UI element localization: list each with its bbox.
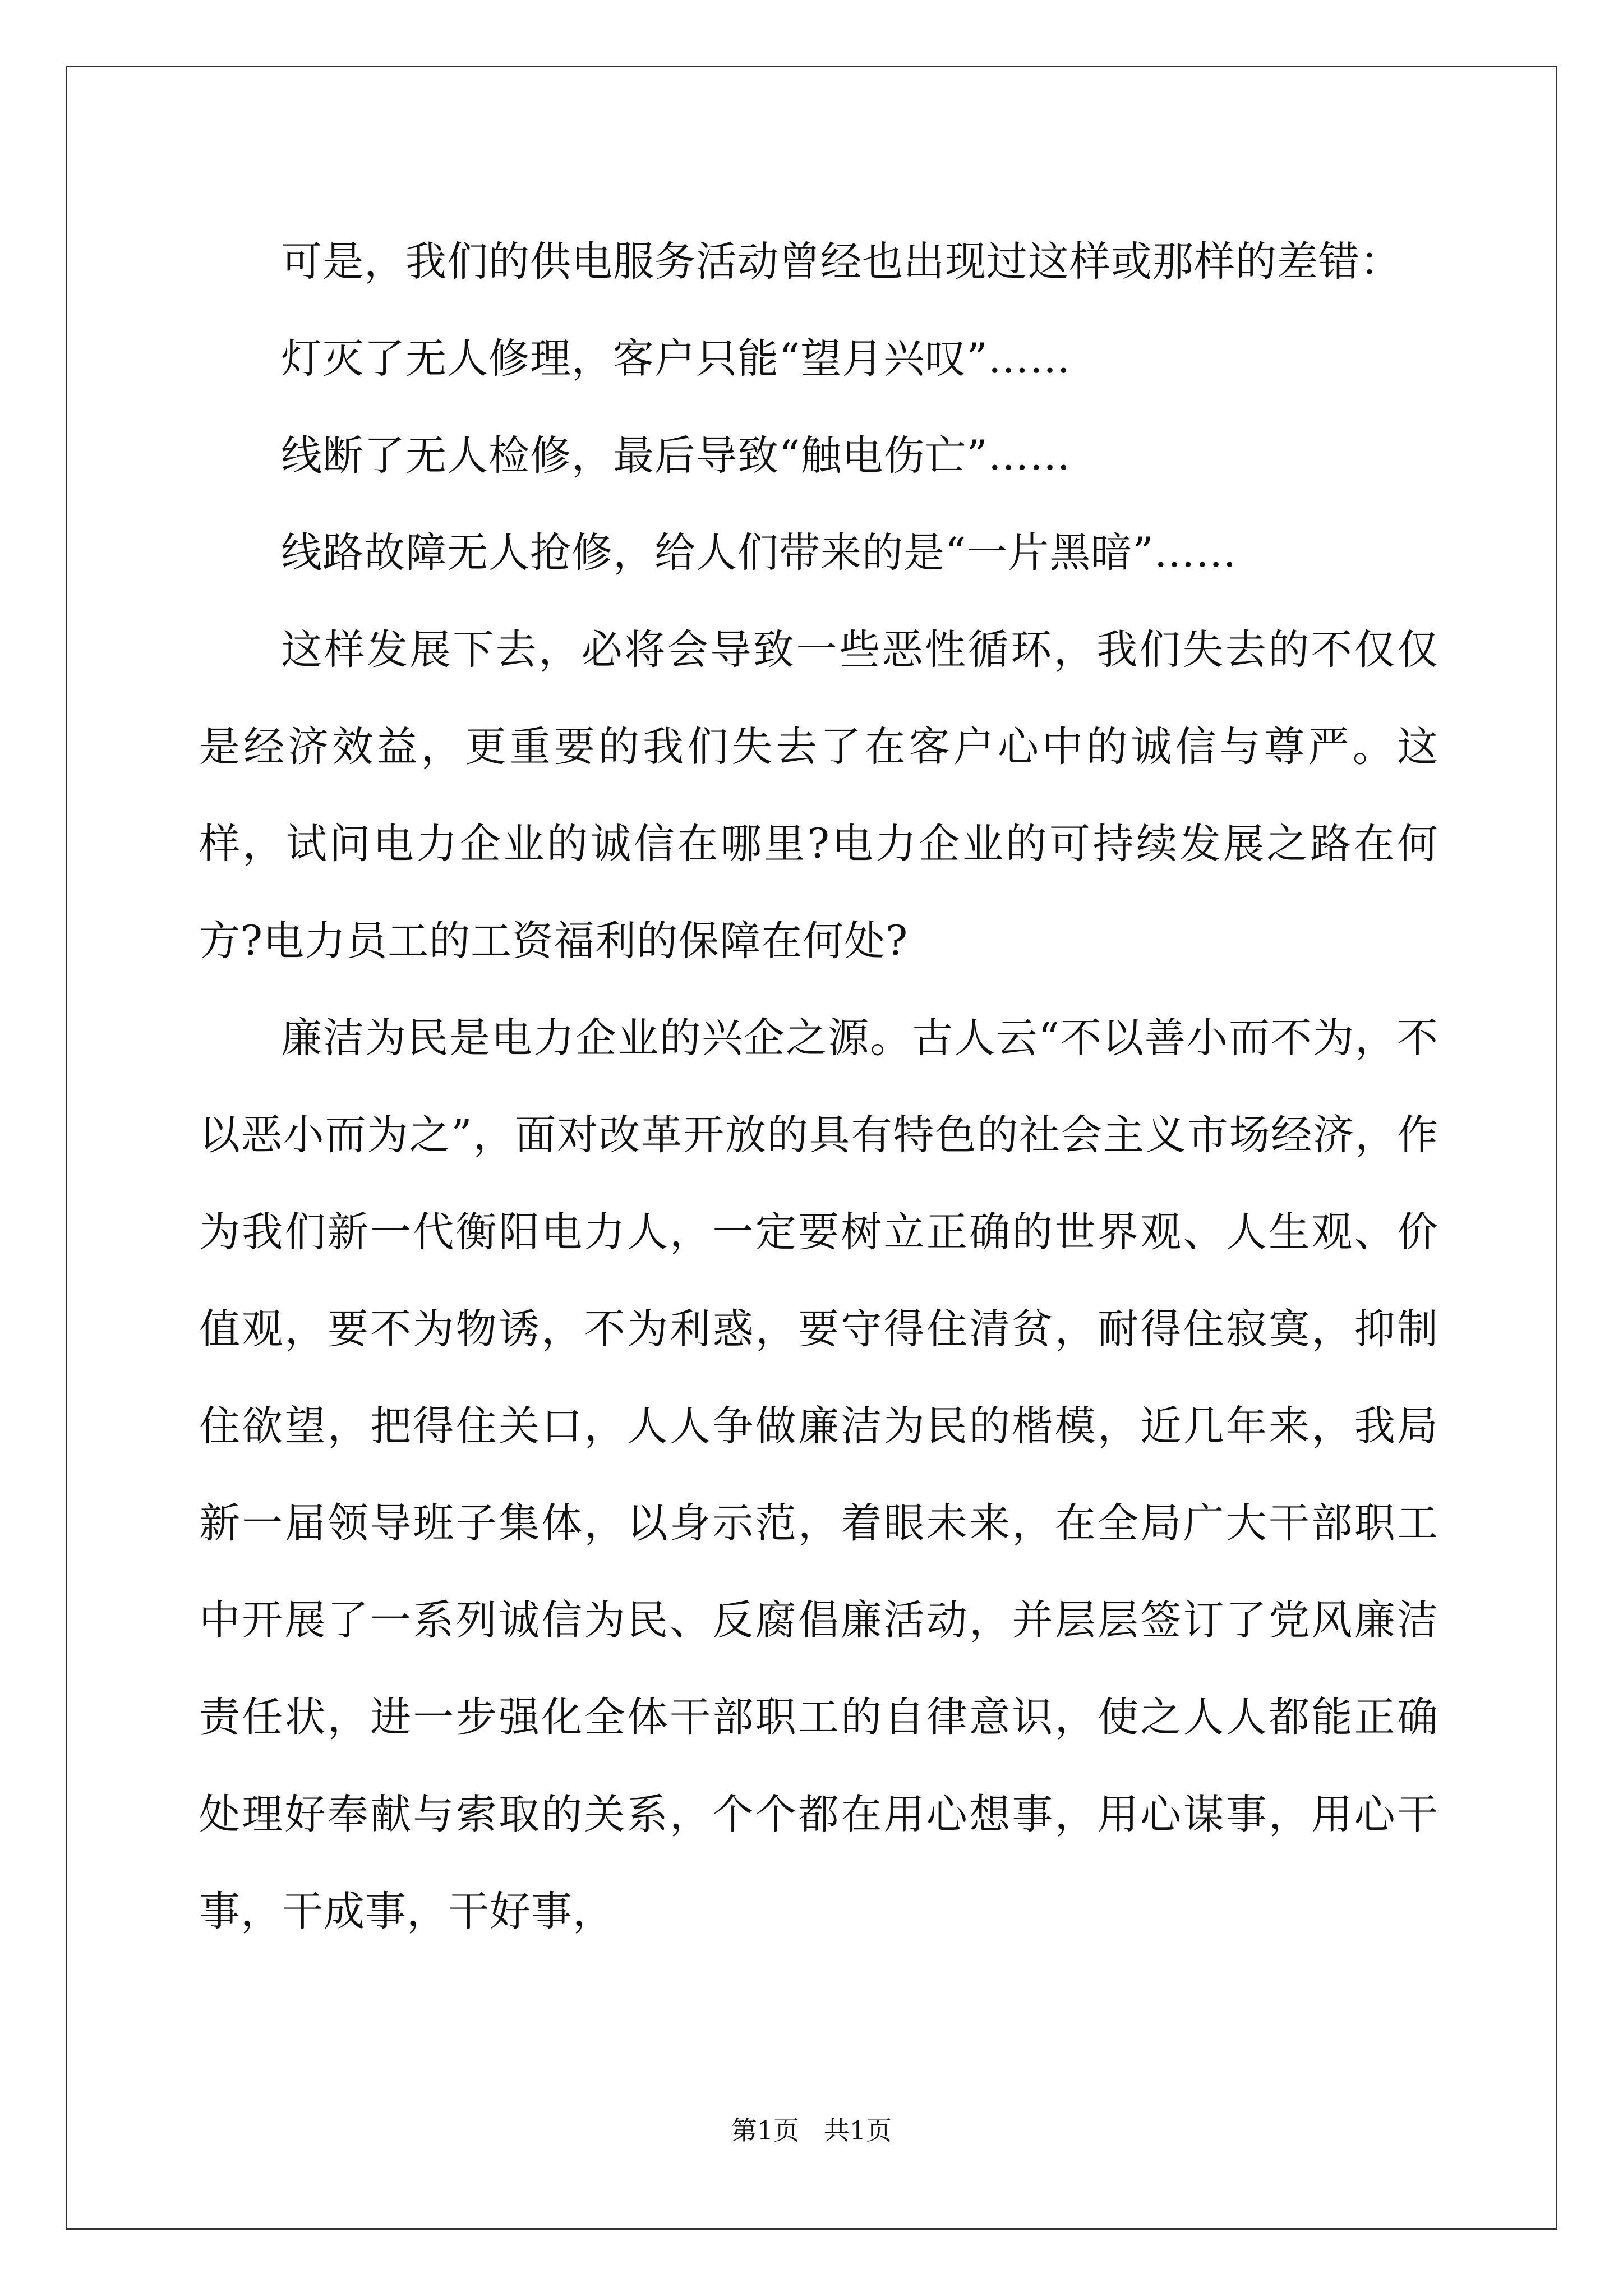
paragraph: 线路故障无人抢修，给人们带来的是“一片黑暗”…… — [281, 529, 1237, 577]
paragraph: 可是，我们的供电服务活动曾经也出现过这样或那样的差错： — [281, 238, 1401, 286]
page-number-footer: 第1页 共1页 — [731, 2115, 892, 2146]
document-body — [199, 213, 1438, 1960]
paragraph: 灯灭了无人修理，客户只能“望月兴叹”…… — [281, 335, 1071, 383]
paragraph: 这样发展下去，必将会导致一些恶性循环，我们失去的不仅仅是经济效益，更重要的我们失去了在客户心中的诚信与尊严。这样，试问电力企业的诚信在哪里?电力企业的可持续发展之路在何方?电力员工的工资福利的保障在何处? — [199, 626, 1438, 965]
paragraph: 线断了无人检修，最后导致“触电伤亡”…… — [281, 432, 1071, 480]
paragraph: 廉洁为民是电力企业的兴企之源。古人云“不以善小而不为，不以恶小而为之”，面对改革开放的具有特色的社会主义市场经济，作为我们新一代衡阳电力人，一定要树立正确的世界观、人生观、价值观，要不为物诱，不为利惑，要守得住清贫，耐得住寂寞，抑制住欲望，把得住关口，人人争做廉洁为民的楷模，近几年来，我局新一届领导班子集体，以身示范，着眼未来，在全局广大干部职工中开展了一系列诚信为民、反腐倡廉活动，并层层签订了党风廉洁责任状，进一步强化全体干部职工的自律意识，使之人人都能正确处理好奉献与索取的关系，个个都在用心想事，用心谋事，用心干事，干成事，干好事， — [199, 1014, 1438, 1935]
